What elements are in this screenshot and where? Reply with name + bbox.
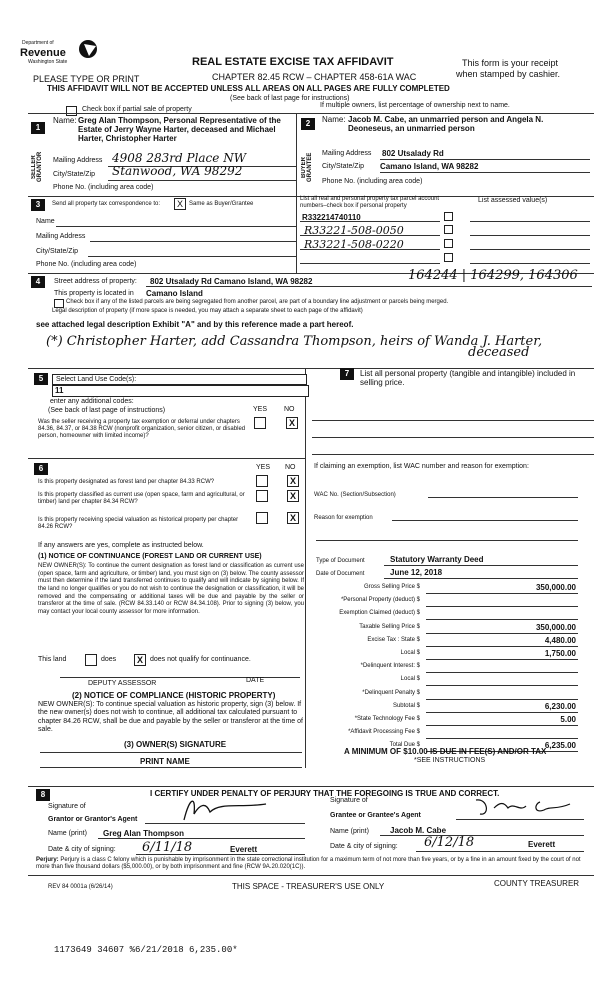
tax-row-label: Gross Selling Price $ xyxy=(363,584,420,590)
does-label: does xyxy=(101,656,117,663)
historic-yes-checkbox[interactable] xyxy=(256,512,268,524)
tax-row-label: Taxable Selling Price $ xyxy=(359,624,420,630)
buyer-name-label: Name: xyxy=(322,115,346,124)
forest-land-question: Is this property designated as forest land per chapter 84.33 RCW? xyxy=(38,479,215,485)
correspondence-mailing-label: Mailing Address xyxy=(36,233,86,240)
exemption-claim-label: If claiming an exemption, list WAC number and reason for exemption: xyxy=(314,463,529,470)
tax-row-value: 6,235.00 xyxy=(544,741,576,750)
notice-continuance-body: NEW OWNER(S): To continue the current designation as forest land or classification as current use (open space, farm and agriculture, or timber) land, you must sign on (3) below. The county assessor must then determine if the land transferred continues to qualify and will indicate by signing below. If the land no longer qualifies or you do not wish to continue the designation or classification, it will be removed and the compensating or additional taxes will be due and payable by the seller or transferor at the time of sale. (RCW 84.33.140 or RCW 84.34.108). Prior to signing (3) below, you may contact your local county assessor for more information. xyxy=(38,563,304,616)
seller-mailing: 4908 283rd Place NW xyxy=(112,151,247,165)
divider xyxy=(316,540,578,541)
perjury-text: Perjury is a class C felony which is punishable by imprisonment in the state correctional institution for a maximum term of not more than five years, or by a fine in an amount fixed by the court of not more than five thousand dollars ($5,000.00), or by both imprisonment and fine (RCW 9A.20.020(1C)). xyxy=(36,857,581,870)
legal-description-label: Legal description of property (if more space is needed, you may attach a separate sheet to each page of the affidavit) xyxy=(52,308,363,314)
dept-line2: Revenue xyxy=(20,47,66,59)
divider xyxy=(145,823,305,824)
grantee-signature-label: Signature of xyxy=(330,797,368,804)
parcel-2-personal-checkbox[interactable] xyxy=(444,225,453,234)
divider xyxy=(426,646,578,647)
see-back: (See back of last page for instructions) xyxy=(230,95,350,102)
parcel-4-personal-checkbox[interactable] xyxy=(444,253,453,262)
divider xyxy=(40,752,302,753)
divider xyxy=(108,180,296,181)
yes-header: YES xyxy=(253,406,268,413)
divider xyxy=(384,578,578,579)
tax-row-label: *Delinquent Interest: $ xyxy=(360,663,420,669)
located-in: Camano Island xyxy=(146,289,203,298)
divider xyxy=(426,725,578,726)
divider xyxy=(300,249,440,250)
reason-input[interactable] xyxy=(392,520,578,521)
divider xyxy=(28,458,305,459)
divider xyxy=(426,712,578,713)
forest-no-checkbox[interactable]: X xyxy=(287,475,299,487)
correspondence-city-label: City/State/Zip xyxy=(36,248,79,255)
parcel-3-personal-checkbox[interactable] xyxy=(444,239,453,248)
grantor-name: Greg Alan Thompson xyxy=(103,829,185,838)
seller-name-label: Name: xyxy=(53,116,77,125)
divider xyxy=(28,786,594,787)
tax-row-label: *State Technology Fee $ xyxy=(354,716,420,722)
divider xyxy=(470,249,590,250)
rev-code: REV 84 0001a (6/26/14) xyxy=(48,884,113,890)
divider xyxy=(426,659,578,660)
wac-label: WAC No. (Section/Subsection) xyxy=(314,492,396,498)
grantee-name-label: Name (print) xyxy=(330,828,369,835)
divider xyxy=(312,454,594,455)
grantor-agent-label: Grantor or Grantor's Agent xyxy=(48,816,138,823)
exemption-question: Was the seller receiving a property tax exemption or deferral under chapters 84.36, 84.37, or 84.38 RCW (nonprofit organization, senior citizen, or disabled person, homeowner with limited income)? xyxy=(38,419,246,439)
grantor-signature-label: Signature of xyxy=(48,803,86,810)
tax-row-value: 1,750.00 xyxy=(544,649,576,658)
land-use-code[interactable]: 11 xyxy=(52,385,309,397)
tax-row-value: 4,480.00 xyxy=(544,636,576,645)
correspondence-phone-label: Phone No. (including area code) xyxy=(36,261,137,268)
divider xyxy=(40,767,302,768)
tax-row-label: Local $ xyxy=(400,676,420,682)
divider xyxy=(380,172,590,173)
dor-logo-icon xyxy=(76,38,102,60)
divider xyxy=(136,854,305,855)
reason-label: Reason for exemption xyxy=(314,515,373,521)
correspondence-name-label: Name xyxy=(36,218,55,225)
receipt-stamp: 1173649 34607 %6/21/2018 6,235.00* xyxy=(54,945,238,955)
warning: THIS AFFIDAVIT WILL NOT BE ACCEPTED UNLESS ALL AREAS ON ALL PAGES ARE FULLY COMPLETED xyxy=(47,84,450,93)
current-use-question: Is this property classified as current use (open space, farm and agricultural, or timber) land per chapter 84.34 RCW? xyxy=(38,492,245,505)
doc-type: Statutory Warranty Deed xyxy=(390,555,484,564)
divider xyxy=(380,159,590,160)
buyer-city: Camano Island, WA 98282 xyxy=(380,162,479,171)
buyer-name: Jacob M. Cabe, an unmarried person and Angela N. Deoneseus, an unmarried person xyxy=(348,115,544,134)
divider xyxy=(470,221,590,222)
doc-type-label: Type of Document xyxy=(316,558,365,564)
buyer-phone-label: Phone No. (including area code) xyxy=(322,178,423,185)
type-or-print: PLEASE TYPE OR PRINT xyxy=(33,74,140,84)
perjury-statement xyxy=(36,857,592,871)
land-use-select[interactable]: Select Land Use Code(s): xyxy=(52,374,307,385)
does-checkbox[interactable] xyxy=(85,654,97,666)
seller-side-label: SELLER GRANTOR xyxy=(31,151,43,183)
divider xyxy=(88,256,296,257)
section-6-number: 6 xyxy=(34,463,48,475)
form-title: REAL ESTATE EXCISE TAX AFFIDAVIT xyxy=(192,56,394,68)
grantor-signature xyxy=(180,794,270,826)
buyer-mailing: 802 Utsalady Rd xyxy=(382,149,444,158)
if-yes-note: If any answers are yes, complete as instructed below. xyxy=(38,542,204,549)
tax-row-value: 6,230.00 xyxy=(544,702,576,711)
grantor-name-label: Name (print) xyxy=(48,830,87,837)
section-2-number: 2 xyxy=(301,118,315,130)
divider xyxy=(470,235,590,236)
divider xyxy=(28,113,594,114)
date-label: DATE xyxy=(246,677,265,684)
doc-date: June 12, 2018 xyxy=(390,568,443,577)
see-back-instructions: (See back of last page of instructions) xyxy=(48,407,166,414)
no-header: NO xyxy=(284,406,295,413)
certify-statement: I CERTIFY UNDER PENALTY OF PERJURY THAT THE FOREGOING IS TRUE AND CORRECT. xyxy=(150,789,500,798)
divider xyxy=(56,226,296,227)
grantee-date: 6/12/18 xyxy=(424,835,475,850)
divider xyxy=(312,420,594,421)
divider xyxy=(426,672,578,673)
divider xyxy=(426,593,578,594)
tax-row-value: 350,000.00 xyxy=(535,623,576,632)
exemption-yes-checkbox[interactable] xyxy=(254,417,266,429)
divider xyxy=(300,221,440,222)
divider xyxy=(426,738,578,739)
current-use-no-checkbox[interactable]: X xyxy=(287,490,299,502)
grantee-agent-label: Grantee or Grantee's Agent xyxy=(330,812,421,819)
parcels-header: List all real and personal property tax parcel account numbers–check box if personal property xyxy=(300,196,440,209)
grantor-city: Everett xyxy=(230,845,258,854)
perjury-title: Perjury: xyxy=(36,857,59,863)
grantee-name: Jacob M. Cabe xyxy=(390,826,447,835)
grantor-date: 6/11/18 xyxy=(142,840,193,855)
parcel-2: R33221-508-0050 xyxy=(304,224,404,237)
county-treasurer: COUNTY TREASURER xyxy=(494,879,580,888)
tax-row-label: Subtotal $ xyxy=(392,703,420,709)
divider xyxy=(470,263,590,264)
segregation-checkbox[interactable] xyxy=(54,299,64,308)
minimum-due-note: A MINIMUM OF $10.00 IS DUE IN FEE(S) AND/OR TAX xyxy=(344,747,547,756)
section-1-number: 1 xyxy=(31,122,45,134)
grantee-date-label: Date & city of signing: xyxy=(330,843,398,850)
wac-input[interactable] xyxy=(428,497,578,498)
seller-phone-label: Phone No. (including area code) xyxy=(53,184,154,191)
dept-line1: Department of xyxy=(22,40,54,46)
parcel-1-personal-checkbox[interactable] xyxy=(444,212,453,221)
does-not-checkbox[interactable]: X xyxy=(134,654,146,666)
divider xyxy=(312,437,594,438)
print-name-label: PRINT NAME xyxy=(140,757,190,766)
exhibit-reference: see attached legal description Exhibit "A" and by this reference made a part hereof. xyxy=(36,320,354,329)
seller-city: Stanwood, WA 98292 xyxy=(112,164,243,178)
grantee-city: Everett xyxy=(528,840,556,849)
handwritten-parcel-numbers: 164244 | 164299, 164306 xyxy=(408,268,578,283)
divider xyxy=(426,699,578,700)
located-in-label: This property is located in xyxy=(54,290,134,297)
receipt-note: This form is your receipt xyxy=(462,58,559,68)
notice-compliance-title: (2) NOTICE OF COMPLIANCE (HISTORIC PROPERTY) xyxy=(72,691,276,700)
parcel-3: R33221-508-0220 xyxy=(304,238,404,251)
seller-mailing-label: Mailing Address xyxy=(53,157,103,164)
multiple-owners-note: If multiple owners, list percentage of ownership next to name. xyxy=(320,102,510,109)
section-5-number: 5 xyxy=(34,373,48,385)
divider xyxy=(305,368,306,768)
partial-sale-label: Check box if partial sale of property xyxy=(82,106,192,113)
seller-city-label: City/State/Zip xyxy=(53,171,96,178)
see-instructions-note: *SEE INSTRUCTIONS xyxy=(414,757,486,764)
divider xyxy=(90,241,296,242)
divider xyxy=(296,113,297,196)
buyer-mailing-label: Mailing Address xyxy=(322,150,372,157)
no-header-6: NO xyxy=(285,464,296,471)
same-as-buyer-checkbox[interactable]: X xyxy=(174,198,186,210)
chapters: CHAPTER 82.45 RCW – CHAPTER 458-61A WAC xyxy=(212,72,417,82)
tax-row-label: Local $ xyxy=(400,650,420,656)
street-address-label: Street address of property: xyxy=(54,278,137,285)
buyer-city-label: City/State/Zip xyxy=(322,163,365,170)
divider xyxy=(416,851,584,852)
notice-continuance-title: (1) NOTICE OF CONTINUANCE (FOREST LAND OR CURRENT USE) xyxy=(38,553,262,560)
tax-row-label: Total Due $ xyxy=(389,742,420,748)
divider xyxy=(384,565,578,566)
grantee-signature xyxy=(470,794,580,820)
divider xyxy=(28,875,594,876)
send-correspondence-label: Send all property tax correspondence to: xyxy=(52,201,161,207)
deputy-assessor-label: DEPUTY ASSESSOR xyxy=(88,680,157,687)
owner-signature-label: (3) OWNER(S) SIGNATURE xyxy=(124,740,227,749)
divider xyxy=(380,835,584,836)
personal-property-label: List all personal property (tangible and intangible) included in selling price. xyxy=(360,369,576,388)
forest-yes-checkbox[interactable] xyxy=(256,475,268,487)
assessed-header: List assessed value(s) xyxy=(478,197,548,204)
tax-row-value: 5.00 xyxy=(560,715,576,724)
dept-line3: Washington State xyxy=(28,59,68,65)
tax-row-label: *Personal Property (deduct) $ xyxy=(340,597,420,603)
handwritten-annotation-2: deceased xyxy=(468,345,530,360)
tax-row-label: Exemption Claimed (deduct) $ xyxy=(339,610,420,616)
street-address: 802 Utsalady Rd Camano Island, WA 98282 xyxy=(150,277,313,286)
divider xyxy=(296,196,297,274)
divider xyxy=(426,633,578,634)
divider xyxy=(146,286,592,287)
this-land-label: This land xyxy=(38,656,67,663)
divider xyxy=(426,606,578,607)
historic-no-checkbox[interactable]: X xyxy=(287,512,299,524)
stamped-note: when stamped by cashier. xyxy=(456,69,561,79)
buyer-side-label: BUYER GRANTEE xyxy=(301,152,313,182)
divider xyxy=(426,619,578,620)
tax-row-label: *Delinquent Penalty $ xyxy=(362,690,420,696)
treasurer-use-only: THIS SPACE - TREASURER'S USE ONLY xyxy=(232,882,385,891)
notice-compliance-body: NEW OWNER(S): To continue special valuation as historic property, sign (3) below. If the new owner(s) does not wish to continue, all additional tax calculated pursuant to chapter 84.26 RCW, shall be due and payable by the seller or transferor at the time of sale. xyxy=(38,701,303,734)
tax-row-value: 350,000.00 xyxy=(535,583,576,592)
divider xyxy=(456,819,584,820)
section-3-number: 3 xyxy=(31,199,45,211)
handwritten-annotation: (*) Christopher Harter, add Cassandra Thompson, heirs of Wanda J. Harter, xyxy=(46,334,543,349)
segregation-label: Check box if any of the listed parcels are being segregated from another parcel, are part of a boundary line adjustment or parcels being merged. xyxy=(66,299,449,305)
divider xyxy=(426,685,578,686)
exemption-no-checkbox[interactable]: X xyxy=(286,417,298,429)
tax-row-label: *Affidavit Processing Fee $ xyxy=(348,729,420,735)
divider xyxy=(98,838,305,839)
section-8-number: 8 xyxy=(36,789,50,801)
section-4-number: 4 xyxy=(31,276,45,288)
section-7-number: 7 xyxy=(340,368,354,380)
tax-row-label: Excise Tax : State $ xyxy=(367,637,420,643)
divider xyxy=(300,235,440,236)
additional-codes-label: enter any additional codes: xyxy=(50,398,134,405)
parcel-1: R332214740110 xyxy=(302,213,361,222)
historic-question: Is this property receiving special valuation as historical property per chapter 84.26 RCW? xyxy=(38,517,239,530)
grantor-date-label: Date & city of signing: xyxy=(48,846,116,853)
does-not-label: does not qualify for continuance. xyxy=(150,656,251,663)
seller-name: Greg Alan Thompson, Personal Representative of the Estate of Jerry Wayne Harter, deceased and Michael Harter, Christopher Harter xyxy=(78,116,281,144)
current-use-yes-checkbox[interactable] xyxy=(256,490,268,502)
divider xyxy=(300,263,440,264)
yes-header-6: YES xyxy=(256,464,271,471)
doc-date-label: Date of Document xyxy=(316,571,365,577)
partial-sale-checkbox[interactable] xyxy=(66,106,77,116)
same-as-buyer-label: Same as Buyer/Grantee xyxy=(189,201,254,207)
